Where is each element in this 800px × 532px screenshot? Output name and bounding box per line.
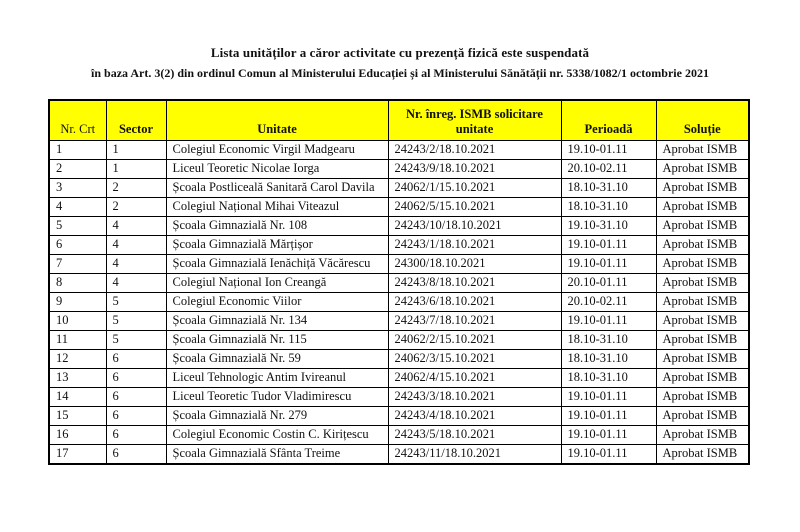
cell-sector: 5 — [106, 292, 166, 311]
cell-nr-crt: 16 — [49, 425, 106, 444]
cell-perioada: 20.10-02.11 — [561, 292, 656, 311]
table-row — [49, 330, 749, 349]
cell-unitate: Colegiul Național Ion Creangă — [166, 273, 388, 292]
cell-nr-inreg-ismb: 24243/11/18.10.2021 — [388, 444, 561, 464]
column-header-sector: Sector — [106, 100, 166, 140]
cell-sector: 6 — [106, 387, 166, 406]
table-row — [49, 159, 749, 178]
cell-unitate: Liceul Teoretic Tudor Vladimirescu — [166, 387, 388, 406]
cell-nr-crt: 3 — [49, 178, 106, 197]
table-row — [49, 444, 749, 464]
cell-nr-inreg-ismb: 24243/10/18.10.2021 — [388, 216, 561, 235]
cell-nr-inreg-ismb: 24062/5/15.10.2021 — [388, 197, 561, 216]
table-row — [49, 216, 749, 235]
table-body — [49, 140, 749, 464]
cell-sector: 6 — [106, 349, 166, 368]
cell-nr-inreg-ismb: 24243/9/18.10.2021 — [388, 159, 561, 178]
cell-perioada: 19.10-01.11 — [561, 444, 656, 464]
cell-nr-inreg-ismb: 24062/3/15.10.2021 — [388, 349, 561, 368]
cell-nr-inreg-ismb: 24062/2/15.10.2021 — [388, 330, 561, 349]
cell-solutie: Aprobat ISMB — [656, 444, 749, 464]
cell-unitate: Colegiul Economic Costin C. Kirițescu — [166, 425, 388, 444]
cell-unitate: Colegiul Economic Virgil Madgearu — [166, 140, 388, 159]
cell-nr-inreg-ismb: 24062/4/15.10.2021 — [388, 368, 561, 387]
cell-unitate: Școala Gimnazială Nr. 279 — [166, 406, 388, 425]
cell-nr-inreg-ismb: 24243/2/18.10.2021 — [388, 140, 561, 159]
document-subtitle: în baza Art. 3(2) din ordinul Comun al Ministerului Educației și al Ministerului Sănătății nr. 5338/1082/1 octombrie 2021 — [91, 66, 709, 80]
cell-nr-inreg-ismb: 24243/6/18.10.2021 — [388, 292, 561, 311]
table-row — [49, 406, 749, 425]
cell-perioada: 19.10-01.11 — [561, 311, 656, 330]
column-header-nr-crt: Nr. Crt — [49, 100, 106, 140]
cell-nr-inreg-ismb: 24243/4/18.10.2021 — [388, 406, 561, 425]
cell-solutie: Aprobat ISMB — [656, 197, 749, 216]
cell-nr-crt: 2 — [49, 159, 106, 178]
cell-perioada: 19.10-01.11 — [561, 254, 656, 273]
cell-nr-crt: 10 — [49, 311, 106, 330]
cell-nr-crt: 12 — [49, 349, 106, 368]
cell-nr-inreg-ismb: 24243/8/18.10.2021 — [388, 273, 561, 292]
cell-perioada: 19.10-01.11 — [561, 387, 656, 406]
cell-nr-crt: 17 — [49, 444, 106, 464]
table-row — [49, 311, 749, 330]
cell-unitate: Liceul Tehnologic Antim Ivireanul — [166, 368, 388, 387]
cell-perioada: 18.10-31.10 — [561, 368, 656, 387]
cell-perioada: 18.10-31.10 — [561, 178, 656, 197]
cell-perioada: 18.10-31.10 — [561, 197, 656, 216]
cell-unitate: Școala Gimnazială Ienăchiță Văcărescu — [166, 254, 388, 273]
cell-perioada: 19.10-01.11 — [561, 425, 656, 444]
table-header — [49, 100, 749, 140]
cell-perioada: 18.10-31.10 — [561, 330, 656, 349]
cell-solutie: Aprobat ISMB — [656, 425, 749, 444]
cell-unitate: Școala Gimnazială Nr. 134 — [166, 311, 388, 330]
cell-solutie: Aprobat ISMB — [656, 254, 749, 273]
cell-nr-inreg-ismb: 24243/5/18.10.2021 — [388, 425, 561, 444]
cell-sector: 2 — [106, 197, 166, 216]
cell-unitate: Colegiul Economic Viilor — [166, 292, 388, 311]
cell-unitate: Liceul Teoretic Nicolae Iorga — [166, 159, 388, 178]
cell-sector: 4 — [106, 254, 166, 273]
cell-solutie: Aprobat ISMB — [656, 368, 749, 387]
table-row — [49, 292, 749, 311]
cell-unitate: Colegiul Național Mihai Viteazul — [166, 197, 388, 216]
cell-nr-crt: 9 — [49, 292, 106, 311]
cell-perioada: 18.10-31.10 — [561, 349, 656, 368]
cell-nr-crt: 11 — [49, 330, 106, 349]
cell-unitate: Școala Gimnazială Nr. 115 — [166, 330, 388, 349]
cell-sector: 6 — [106, 425, 166, 444]
table-row — [49, 178, 749, 197]
cell-sector: 6 — [106, 406, 166, 425]
document-title: Lista unităților a căror activitate cu prezență fizică este suspendată — [210, 45, 590, 60]
cell-solutie: Aprobat ISMB — [656, 311, 749, 330]
cell-sector: 5 — [106, 330, 166, 349]
document-title-block — [0, 0, 800, 81]
table-row — [49, 425, 749, 444]
cell-unitate: Școala Gimnazială Nr. 108 — [166, 216, 388, 235]
cell-solutie: Aprobat ISMB — [656, 330, 749, 349]
cell-solutie: Aprobat ISMB — [656, 273, 749, 292]
cell-nr-inreg-ismb: 24243/1/18.10.2021 — [388, 235, 561, 254]
cell-nr-crt: 14 — [49, 387, 106, 406]
column-header-unitate: Unitate — [166, 100, 388, 140]
cell-solutie: Aprobat ISMB — [656, 140, 749, 159]
cell-sector: 6 — [106, 368, 166, 387]
cell-solutie: Aprobat ISMB — [656, 387, 749, 406]
column-header-nr-inreg-ismb: Nr. înreg. ISMB solicitare unitate — [388, 100, 561, 140]
cell-unitate: Școala Gimnazială Mărțișor — [166, 235, 388, 254]
column-header-solutie: Soluție — [656, 100, 749, 140]
cell-sector: 4 — [106, 273, 166, 292]
header-row — [49, 100, 749, 140]
cell-perioada: 19.10-01.11 — [561, 235, 656, 254]
suspended-units-table — [48, 99, 750, 465]
cell-nr-crt: 15 — [49, 406, 106, 425]
cell-sector: 5 — [106, 311, 166, 330]
cell-perioada: 19.10-01.11 — [561, 140, 656, 159]
cell-nr-crt: 5 — [49, 216, 106, 235]
table-row — [49, 273, 749, 292]
cell-solutie: Aprobat ISMB — [656, 406, 749, 425]
cell-unitate: Școala Gimnazială Sfânta Treime — [166, 444, 388, 464]
cell-nr-inreg-ismb: 24243/3/18.10.2021 — [388, 387, 561, 406]
cell-nr-crt: 13 — [49, 368, 106, 387]
cell-perioada: 20.10-02.11 — [561, 159, 656, 178]
table-row — [49, 197, 749, 216]
cell-sector: 4 — [106, 216, 166, 235]
cell-nr-inreg-ismb: 24062/1/15.10.2021 — [388, 178, 561, 197]
cell-nr-inreg-ismb: 24300/18.10.2021 — [388, 254, 561, 273]
cell-nr-crt: 6 — [49, 235, 106, 254]
table-row — [49, 368, 749, 387]
cell-solutie: Aprobat ISMB — [656, 216, 749, 235]
cell-solutie: Aprobat ISMB — [656, 292, 749, 311]
cell-sector: 1 — [106, 140, 166, 159]
cell-perioada: 19.10-01.11 — [561, 406, 656, 425]
cell-solutie: Aprobat ISMB — [656, 235, 749, 254]
cell-nr-crt: 8 — [49, 273, 106, 292]
cell-perioada: 20.10-01.11 — [561, 273, 656, 292]
table-row — [49, 387, 749, 406]
table-row — [49, 254, 749, 273]
column-header-perioada: Perioadă — [561, 100, 656, 140]
cell-unitate: Școala Gimnazială Nr. 59 — [166, 349, 388, 368]
table-row — [49, 140, 749, 159]
cell-perioada: 19.10-31.10 — [561, 216, 656, 235]
cell-nr-crt: 4 — [49, 197, 106, 216]
cell-nr-inreg-ismb: 24243/7/18.10.2021 — [388, 311, 561, 330]
cell-sector: 2 — [106, 178, 166, 197]
cell-solutie: Aprobat ISMB — [656, 159, 749, 178]
cell-sector: 4 — [106, 235, 166, 254]
cell-sector: 1 — [106, 159, 166, 178]
cell-sector: 6 — [106, 444, 166, 464]
cell-unitate: Școala Postliceală Sanitară Carol Davila — [166, 178, 388, 197]
cell-solutie: Aprobat ISMB — [656, 178, 749, 197]
table-row — [49, 349, 749, 368]
cell-solutie: Aprobat ISMB — [656, 349, 749, 368]
table-row — [49, 235, 749, 254]
cell-nr-crt: 7 — [49, 254, 106, 273]
cell-nr-crt: 1 — [49, 140, 106, 159]
